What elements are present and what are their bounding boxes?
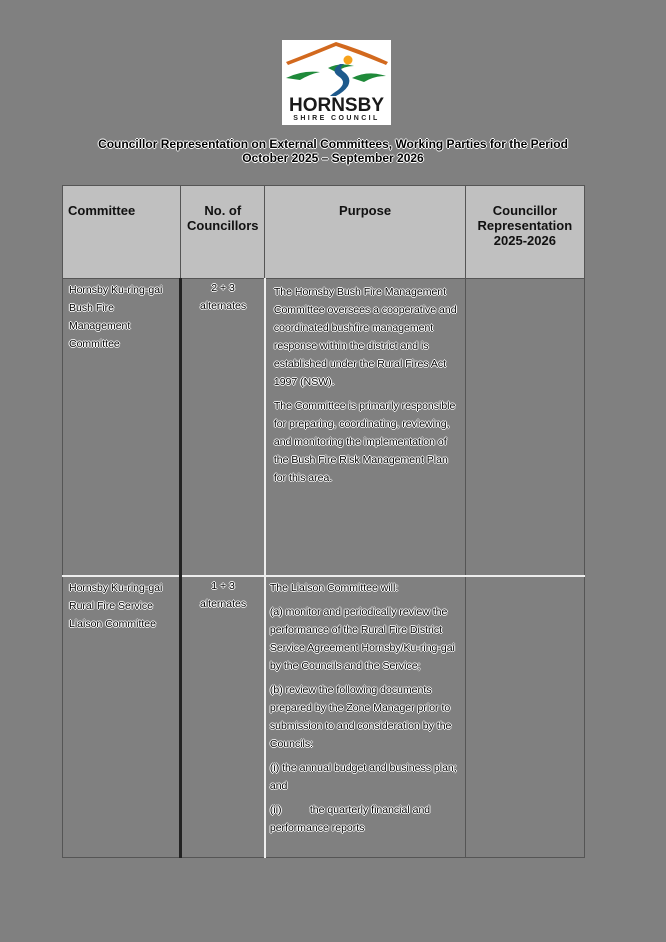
- councillor-count: [181, 576, 265, 858]
- purpose-item-a: (a) monitor and periodically review the performance of the Rural Fire District Service Agreement Hornsby/Ku-ring-gai by the Councils and the Service;: [269, 606, 455, 672]
- table-header-row: [63, 186, 585, 279]
- count-alternates: alternates: [199, 598, 247, 610]
- hornsby-shire-council-logo: [282, 40, 391, 125]
- purpose-item-ii-text: the quarterly financial and performance reports: [269, 804, 431, 834]
- committees-table: [62, 185, 585, 858]
- purpose-item-ii: [270, 801, 459, 837]
- purpose-intro: The Liaison Committee will:: [269, 582, 399, 594]
- table-row: [63, 576, 585, 858]
- committee-name: Hornsby Ku-ring-gai Bush Fire Management Committee: [63, 279, 181, 577]
- logo-emblem-icon: [282, 40, 391, 98]
- document-title-line2: October 2025 – September 2026: [242, 151, 424, 165]
- committee-name: Hornsby Ku-ring-gai Rural Fire Service Liaison Committee: [63, 576, 181, 858]
- representation-cell: [465, 576, 584, 858]
- purpose-cell: [265, 576, 465, 858]
- count-value: 2 + 3: [211, 282, 235, 294]
- document-title-line1: Councillor Representation on External Committees, Working Parties for the Period: [98, 137, 568, 151]
- purpose-cell: [265, 279, 465, 577]
- purpose-item-b: (b) review the following documents prepared by the Zone Manager prior to submission to and consideration by the Councils:: [269, 684, 452, 750]
- purpose-item-ii-label: (ii): [269, 804, 282, 816]
- header-purpose: Purpose: [265, 186, 465, 279]
- table-row: [63, 279, 585, 577]
- councillor-count: [181, 279, 265, 577]
- purpose-paragraph: The Committee is primarily responsible for preparing, coordinating, reviewing, and monitoring the implementation of the Bush Fire Risk Management Plan for this area.: [273, 400, 456, 484]
- header-committee: Committee: [63, 186, 181, 279]
- header-no-of-councillors: No. of Councillors: [181, 186, 265, 279]
- representation-cell: [465, 279, 584, 577]
- purpose-paragraph: The Hornsby Bush Fire Management Committee oversees a cooperative and coordinated bushfire management response within the district and is established under the Rural Fires Act 1997 (NSW).: [273, 286, 457, 388]
- count-alternates: alternates: [199, 300, 247, 312]
- count-value: 1 + 3: [211, 580, 235, 592]
- purpose-item-i: (i) the annual budget and business plan; and: [269, 762, 457, 792]
- logo-subtitle: SHIRE COUNCIL: [293, 115, 380, 122]
- header-councillor-representation: Councillor Representation 2025-2026: [465, 186, 584, 279]
- logo-wordmark: HORNSBY: [288, 95, 384, 116]
- document-title: [60, 137, 606, 165]
